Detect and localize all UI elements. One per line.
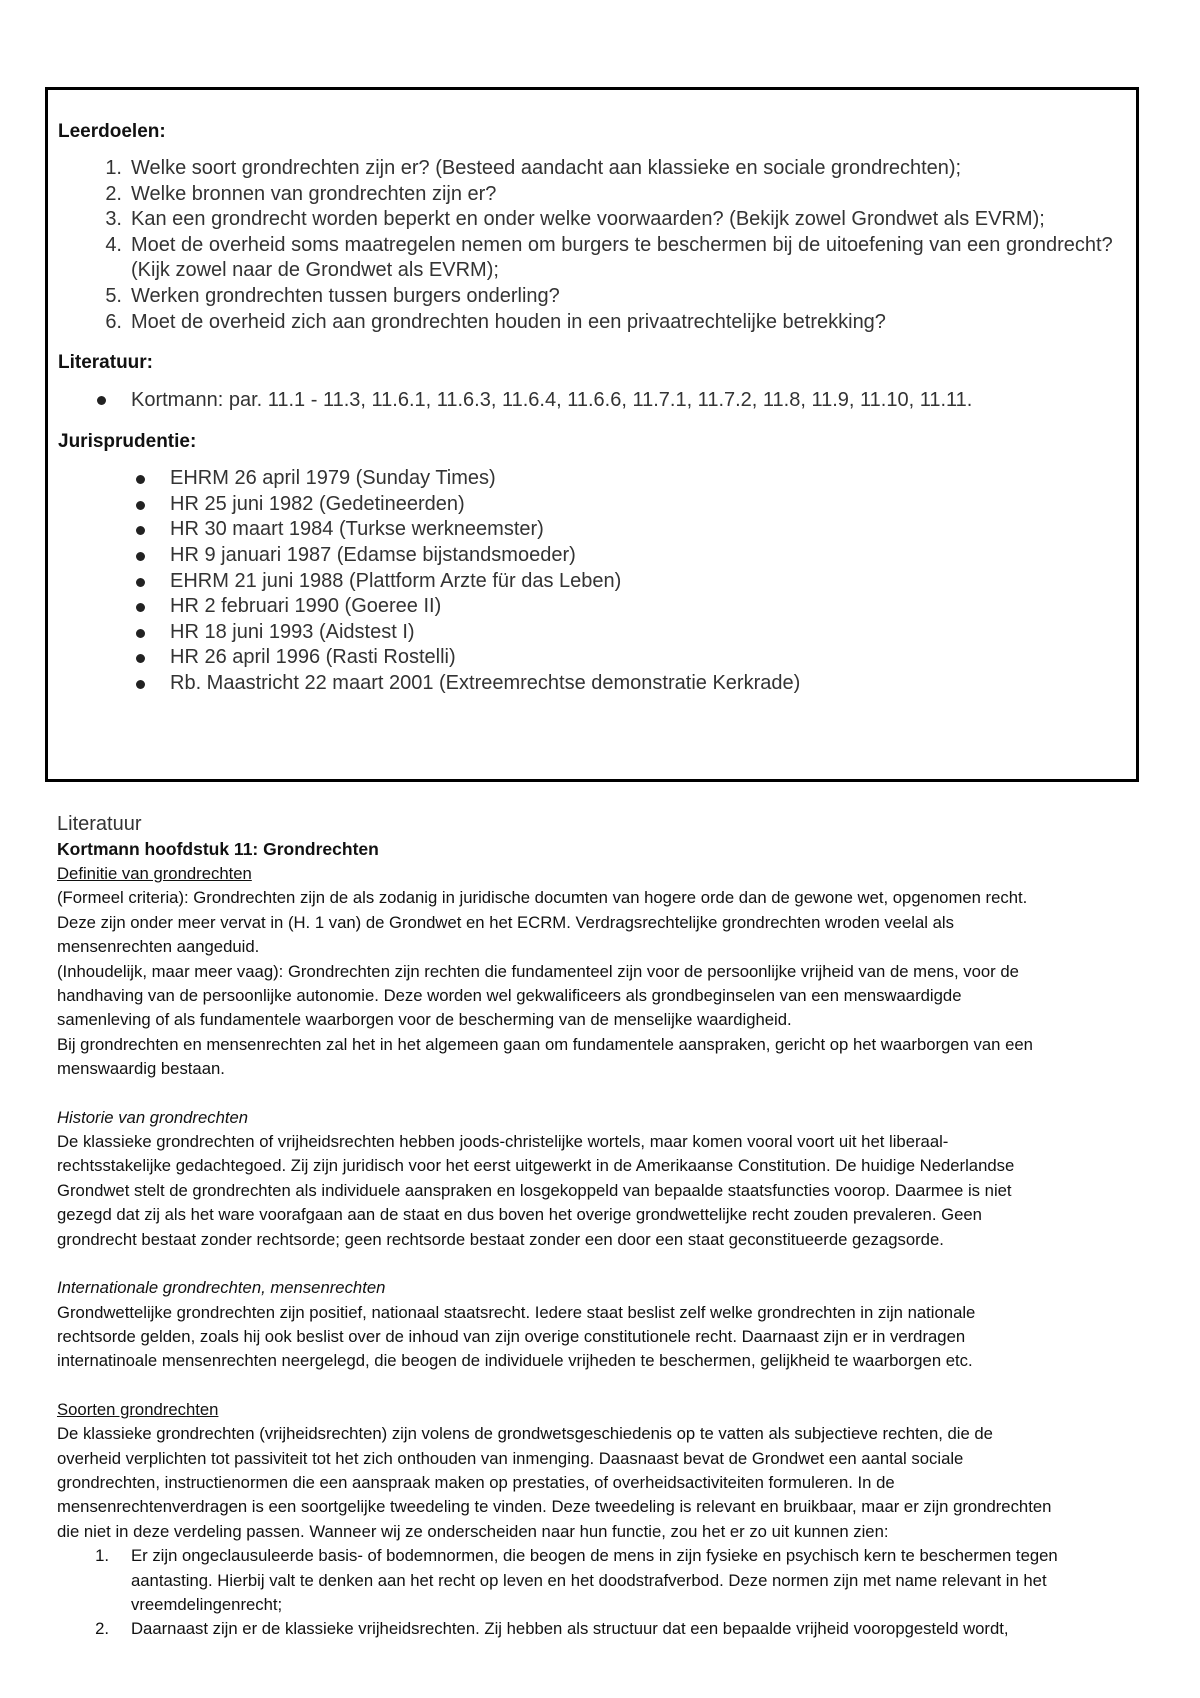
text-line: menswaardig bestaan.: [57, 1059, 225, 1079]
leerdoelen-heading: Leerdoelen:: [58, 121, 166, 142]
learning-goals-box: [45, 87, 1139, 782]
list-item: 5. Werken grondrechten tussen burgers onderling?: [105, 284, 560, 307]
list-item: HR 30 maart 1984 (Turkse werkneemster): [58, 517, 1126, 543]
list-item: Rb. Maastricht 22 maart 2001 (Extreemrechtse demonstratie Kerkrade): [58, 671, 1126, 697]
bullet-icon: [136, 475, 145, 484]
list-item: 2. Daarnaast zijn er de klassieke vrijheidsrechten. Zij hebben als structuur dat een bepaalde vrijheid vooropgesteld wordt,: [57, 1617, 1157, 1641]
text-line: gezegd dat zij als het ware voorafgaan aan de staat en dus boven het overige grondwettelijke recht zouden prevaleren. Geen: [57, 1205, 982, 1225]
text-line: De klassieke grondrechten (vrijheidsrechten) zijn volens de grondwetsgeschiedenis op te vatten als subjectieve rechten, die de: [57, 1424, 993, 1444]
text-line: rechtsorde gelden, zoals hij ook beslist over de inhoud van zijn overige constitutionele recht. Daarnaast zijn er in verdragen: [57, 1326, 966, 1346]
section-text: [57, 1130, 1157, 1252]
text-line: (Formeel criteria): Grondrechten zijn de als zodanig in juridische documten van hogere orde dan de gewone wet, opgenomen recht.: [57, 888, 1028, 908]
text-line: Grondwet stelt de grondrechten als individuele aanspraken en losgekoppeld van bepaalde staatsfuncties voorop. Daarmee is niet: [57, 1180, 1012, 1200]
bullet-icon: [136, 629, 145, 638]
section-heading: Historie van grondrechten: [57, 1107, 249, 1127]
section-text: [57, 1422, 1157, 1544]
bullet-icon: [136, 526, 145, 535]
list-item: Kortmann: par. 11.1 - 11.3, 11.6.1, 11.6.3, 11.6.4, 11.6.6, 11.7.1, 11.7.2, 11.8, 11.9, 11.10, 11.11.: [58, 387, 1126, 414]
list-item: 4. Moet de overheid soms maatregelen nemen om burgers te beschermen bij de uitoefening van een grondrecht? (Kijk zowel naar de Grondwet als EVRM);: [105, 233, 1113, 282]
literatuur-title: Literatuur: [57, 813, 142, 835]
list-item: 2. Welke bronnen van grondrechten zijn er?: [105, 182, 497, 205]
literatuur-list: [58, 387, 1126, 414]
bullet-icon: [136, 501, 145, 510]
text-line: Er zijn ongeclausuleerde basis- of bodemnormen, die beogen de mens in zijn fysieke en psychisch kern te beschermen tegen: [131, 1546, 1058, 1566]
section-heading: Soorten grondrechten: [57, 1399, 219, 1419]
text-line: (Inhoudelijk, maar meer vaag): Grondrechten zijn rechten die fundamenteel zijn voor de persoonlijke vrijheid van de mens, voor de: [57, 961, 1019, 981]
list-item: EHRM 21 juni 1988 (Plattform Arzte für das Leben): [58, 569, 1126, 595]
jurisprudentie-list: [58, 466, 1126, 696]
list-item: EHRM 26 april 1979 (Sunday Times): [58, 466, 1126, 492]
bullet-icon: [136, 680, 145, 689]
section-text: [57, 1301, 1157, 1374]
list-item: HR 9 januari 1987 (Edamse bijstandsmoeder): [58, 543, 1126, 569]
text-line: rechtsstakelijke gedachtegoed. Zij zijn juridisch voor het eerst uitgewerkt in de Amerikaanse Constitution. De huidige Nederlandse: [57, 1156, 1015, 1176]
list-item: 1. Er zijn ongeclausuleerde basis- of bodemnormen, die beogen de mens in zijn fysieke en psychisch kern te beschermen tegen aantasting. Hierbij valt te denken aan het recht op leven en het doodstrafverbod. Deze normen zijn met name relevant in het vreemdelingenrecht;: [57, 1544, 1157, 1617]
document-body: [57, 811, 1157, 1642]
list-item: 1. Welke soort grondrechten zijn er? (Besteed aandacht aan klassieke en sociale grondrechten);: [105, 157, 962, 179]
section-heading: Internationale grondrechten, mensenrechten: [57, 1278, 386, 1298]
jurisprudentie-heading: Jurisprudentie:: [58, 431, 197, 453]
text-line: vreemdelingenrecht;: [131, 1594, 283, 1614]
bullet-icon: [136, 578, 145, 587]
text-line: mensenrechten aangeduid.: [57, 937, 260, 957]
text-line: aantasting. Hierbij valt te denken aan het recht op leven en het doodstrafverbod. Deze normen zijn met name relevant in het: [131, 1570, 1047, 1590]
bullet-icon: [136, 552, 145, 561]
text-line: grondrecht bestaat zonder rechtsorde; geen rechtsorde bestaat zonder een door een staat geconstitueerde gezagsorde.: [57, 1229, 944, 1249]
text-line: overheid verplichten tot passiviteit tot het zich onthouden van inmenging. Daasnaast bevat de Grondwet een aantal sociale: [57, 1448, 964, 1468]
text-line: mensenrechtenverdragen is een soortgelijke tweedeling te vinden. Deze tweedeling is relevant en bruikbaar, maar er zijn grondrechten: [57, 1497, 1052, 1517]
text-line: die niet in deze verdeling passen. Wanneer wij ze onderscheiden naar hun functie, zou het er zo uit kunnen zien:: [57, 1521, 889, 1541]
text-line: Daarnaast zijn er de klassieke vrijheidsrechten. Zij hebben als structuur dat een bepaalde vrijheid vooropgesteld wordt,: [131, 1619, 1009, 1639]
text-line: Grondwettelijke grondrechten zijn positief, nationaal staatsrecht. Iedere staat beslist zelf welke grondrechten in zijn nationale: [57, 1302, 976, 1322]
function-list: [57, 1544, 1157, 1642]
bullet-icon: [97, 396, 106, 405]
list-item: HR 18 juni 1993 (Aidstest I): [58, 620, 1126, 646]
text-line: De klassieke grondrechten of vrijheidsrechten hebben joods-christelijke wortels, maar komen vooral voort uit het liberaal-: [57, 1132, 949, 1152]
list-item: 3. Kan een grondrecht worden beperkt en onder welke voorwaarden? (Bekijk zowel Grondwet als EVRM);: [105, 208, 1045, 231]
text-line: samenleving of als fundamentele waarborgen voor de bescherming van de menselijke waardigheid.: [57, 1010, 792, 1030]
bullet-icon: [136, 603, 145, 612]
section-text: [57, 886, 1157, 1081]
text-line: handhaving van de persoonlijke autonomie. Deze worden wel gekwalificeers als grondbeginselen van een menswaardigde: [57, 986, 962, 1006]
text-line: internatinoale mensenrechten neergelegd, die beogen de individuele vrijheden te beschermen, gelijkheid te waarborgen etc.: [57, 1351, 973, 1371]
chapter-title: Kortmann hoofdstuk 11: Grondrechten: [57, 839, 379, 859]
list-item: HR 25 juni 1982 (Gedetineerden): [58, 492, 1126, 518]
section-heading: Definitie van grondrechten: [57, 864, 252, 883]
literatuur-heading: Literatuur:: [58, 352, 153, 374]
list-item: HR 26 april 1996 (Rasti Rostelli): [58, 645, 1126, 671]
text-line: grondrechten, instructienormen die een aanspraak maken op prestaties, of overheidsactiviteiten formuleren. In de: [57, 1472, 895, 1492]
leerdoelen-list: [58, 156, 1126, 335]
list-item: 6. Moet de overheid zich aan grondrechten houden in een privaatrechtelijke betrekking?: [105, 310, 886, 333]
text-line: Deze zijn onder meer vervat in (H. 1 van) de Grondwet en het ECRM. Verdragsrechtelijke grondrechten wroden veelal als: [57, 912, 954, 932]
bullet-icon: [136, 654, 145, 663]
list-item: HR 2 februari 1990 (Goeree II): [58, 594, 1126, 620]
text-line: Bij grondrechten en mensenrechten zal het in het algemeen gaan om fundamentele aanspraken, gericht op het waarborgen van een: [57, 1034, 1033, 1054]
